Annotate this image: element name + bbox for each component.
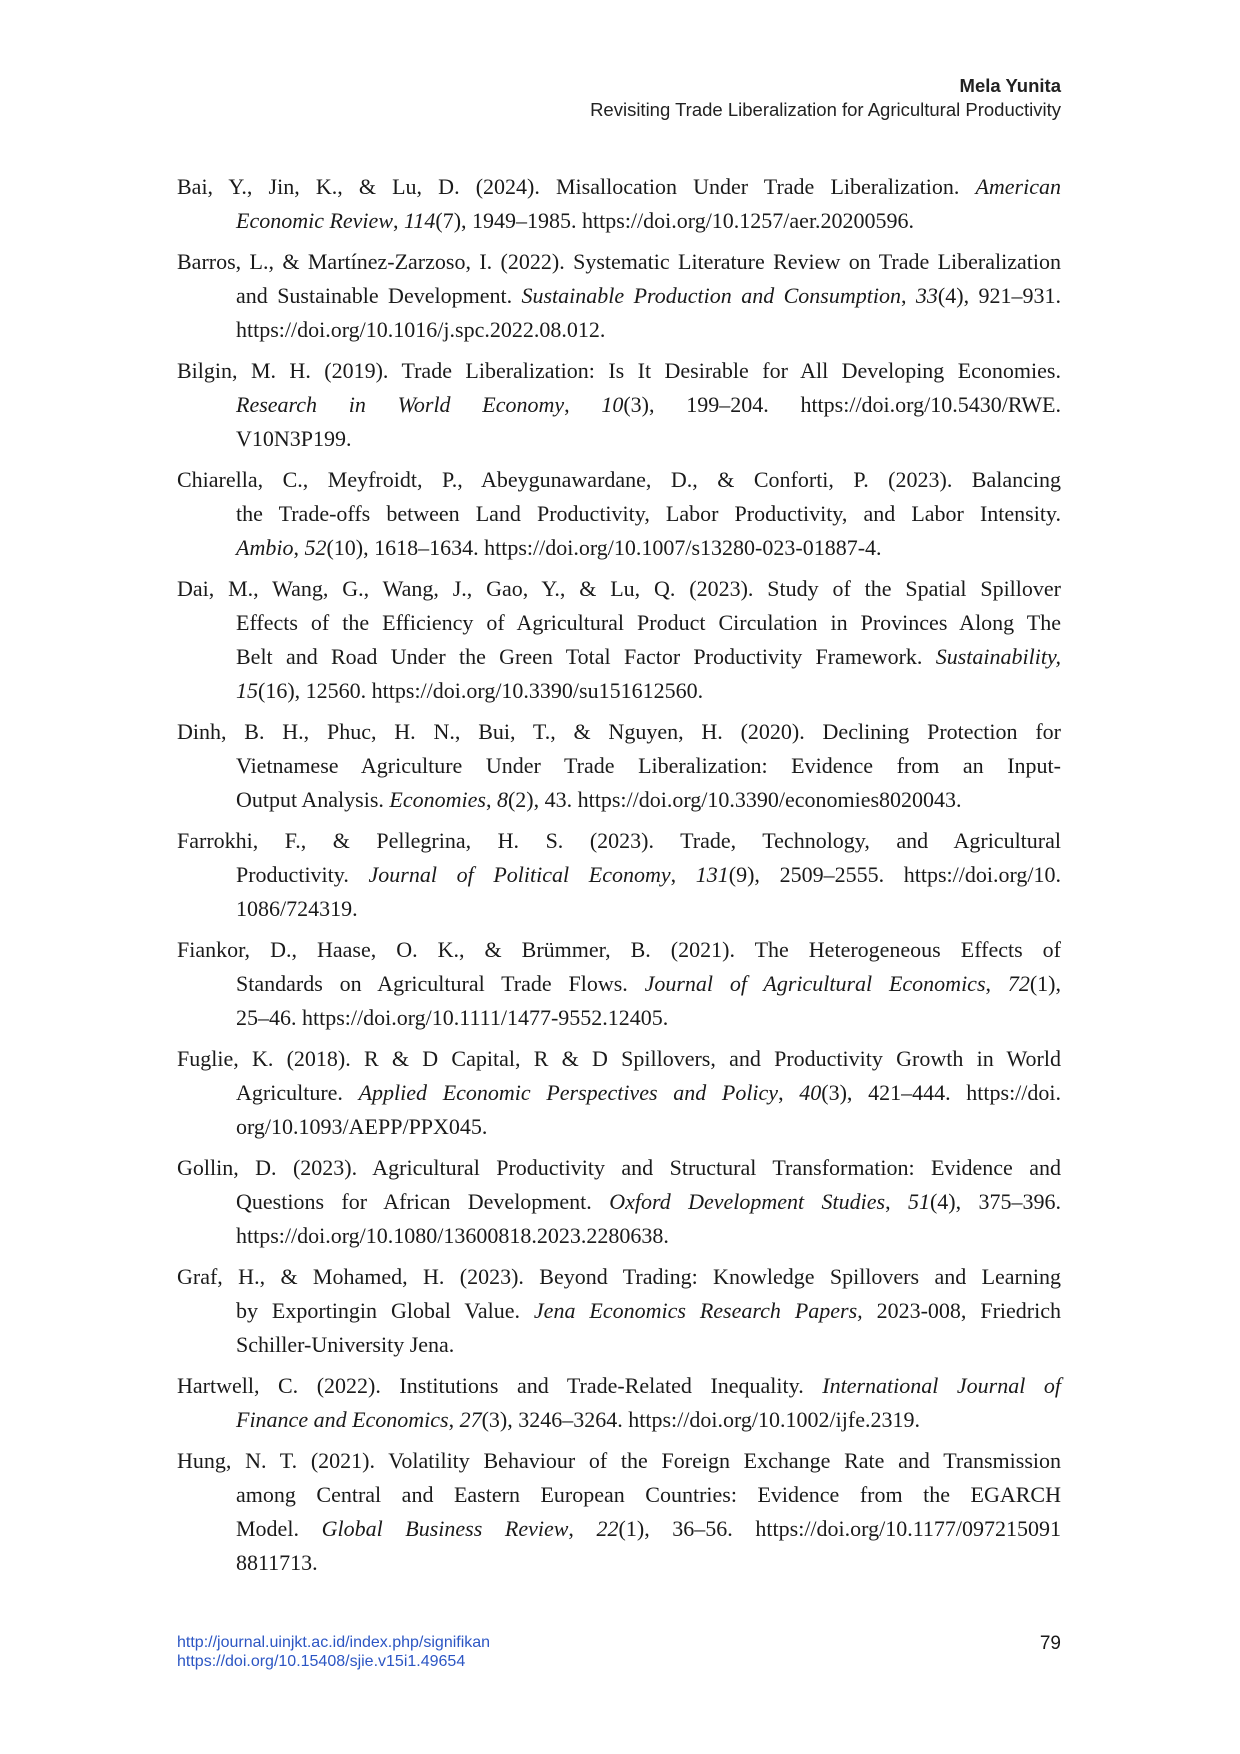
reference-text: org/10.1093/AEPP/PPX045.: [236, 1114, 488, 1139]
reference-italic-text: Journal of Agricultural Economics: [644, 971, 986, 996]
reference-text: the Trade-offs between Land Productivity, Labor Productivity, and Labor Intensity.: [236, 501, 1061, 526]
reference-line: [236, 749, 1061, 783]
reference-entry: [177, 245, 1061, 347]
reference-text: (4), 375–396.: [929, 1189, 1062, 1214]
reference-line: [236, 858, 1061, 892]
reference-text: Standards on Agricultural Trade Flows.: [236, 971, 645, 996]
reference-line: [236, 497, 1061, 531]
reference-text: ,: [293, 535, 305, 560]
reference-line: [177, 1369, 1061, 1403]
reference-italic-text: Applied Economic Perspectives and Policy: [358, 1080, 779, 1105]
header-title: Revisiting Trade Liberalization for Agricultural Productivity: [590, 98, 1061, 120]
reference-line: [236, 1512, 1061, 1546]
reference-italic-text: 131: [695, 862, 729, 887]
reference-italic-text: International Journal of: [822, 1373, 1061, 1398]
reference-text: ,: [900, 283, 916, 308]
reference-entry: [177, 463, 1061, 565]
reference-text: Fiankor, D., Haase, O. K., & Brümmer, B. (2021). The Heterogeneous Effects of: [177, 937, 1061, 962]
reference-text: Chiarella, C., Meyfroidt, P., Abeygunawardane, D., & Conforti, P. (2023). Balancing: [177, 467, 1061, 492]
reference-entry: [177, 1042, 1061, 1144]
reference-entry: [177, 824, 1061, 926]
reference-italic-text: 15: [236, 678, 258, 703]
reference-italic-text: Jena Economics Research Papers,: [533, 1298, 863, 1323]
reference-entry: [177, 1444, 1061, 1580]
reference-italic-text: Oxford Development Studies: [609, 1189, 886, 1214]
reference-text: Model.: [236, 1516, 322, 1541]
reference-entry: [177, 170, 1061, 238]
reference-line: [177, 170, 1061, 204]
reference-text: (4), 921–931.: [937, 283, 1062, 308]
reference-text: Bai, Y., Jin, K., & Lu, D. (2024). Misallocation Under Trade Liberalization.: [177, 174, 976, 199]
reference-text: Dai, M., Wang, G., Wang, J., Gao, Y., & Lu, Q. (2023). Study of the Spatial Spillover: [177, 576, 1061, 601]
reference-text: among Central and Eastern European Countries: Evidence from the EGARCH: [236, 1482, 1061, 1507]
reference-text: Dinh, B. H., Phuc, H. N., Bui, T., & Nguyen, H. (2020). Declining Protection for: [177, 719, 1061, 744]
reference-text: (1),: [1029, 971, 1061, 996]
reference-line: [236, 388, 1061, 422]
reference-entry: [177, 1260, 1061, 1362]
reference-text: ,: [448, 1407, 460, 1432]
reference-text: (3), 421–444. https://doi.: [821, 1080, 1062, 1105]
reference-text: Fuglie, K. (2018). R & D Capital, R & D Spillovers, and Productivity Growth in World: [177, 1046, 1061, 1071]
reference-italic-text: 52: [304, 535, 327, 560]
reference-text: (7), 1949–1985. https://doi.org/10.1257/aer.20200596.: [435, 208, 915, 233]
reference-text: by Exportingin Global Value.: [236, 1298, 534, 1323]
reference-line: [236, 422, 1061, 456]
reference-text: https://doi.org/10.1016/j.spc.2022.08.012.: [236, 317, 606, 342]
reference-text: Farrokhi, F., & Pellegrina, H. S. (2023). Trade, Technology, and Agricultural: [177, 828, 1061, 853]
reference-italic-text: 51: [907, 1189, 930, 1214]
reference-text: 25–46. https://doi.org/10.1111/1477-9552.12405.: [236, 1005, 669, 1030]
reference-text: (9), 2509–2555. https://doi.org/10.: [728, 862, 1062, 887]
reference-text: ,: [670, 862, 696, 887]
reference-line: [177, 1042, 1061, 1076]
reference-text: Effects of the Efficiency of Agricultural Product Circulation in Provinces Along The: [236, 610, 1061, 635]
journal-url-link[interactable]: http://journal.uinjkt.ac.id/index.php/signifikan: [177, 1634, 491, 1651]
reference-line: [236, 1001, 1061, 1035]
reference-text: and Sustainable Development.: [236, 283, 522, 308]
reference-italic-text: 22: [596, 1516, 619, 1541]
reference-entry: [177, 1151, 1061, 1253]
reference-italic-text: Research in World Economy: [236, 392, 565, 417]
reference-text: ,: [564, 392, 602, 417]
reference-text: (16), 12560. https://doi.org/10.3390/su151612560.: [258, 678, 704, 703]
reference-italic-text: 72: [1007, 971, 1030, 996]
reference-text: (2), 43. https://doi.org/10.3390/economies8020043.: [507, 787, 962, 812]
reference-line: [177, 933, 1061, 967]
reference-italic-text: American: [975, 174, 1061, 199]
reference-line: [236, 1403, 1061, 1437]
page-footer: [177, 1633, 490, 1671]
reference-text: Barros, L., & Martínez-Zarzoso, I. (2022). Systematic Literature Review on Trade Liberalization: [177, 249, 1061, 274]
reference-italic-text: Sustainability,: [935, 644, 1061, 669]
reference-line: [236, 313, 1061, 347]
reference-text: Hartwell, C. (2022). Institutions and Trade-Related Inequality.: [177, 1373, 823, 1398]
reference-text: Belt and Road Under the Green Total Factor Productivity Framework.: [236, 644, 936, 669]
reference-italic-text: Economic Review: [236, 208, 393, 233]
doi-link[interactable]: https://doi.org/10.15408/sjie.v15i1.49654: [177, 1653, 466, 1670]
reference-text: Gollin, D. (2023). Agricultural Productivity and Structural Transformation: Evidence and: [177, 1155, 1061, 1180]
reference-italic-text: Ambio: [236, 535, 294, 560]
reference-text: Bilgin, M. H. (2019). Trade Liberalization: Is It Desirable for All Developing Economies.: [177, 358, 1061, 383]
reference-entry: [177, 933, 1061, 1035]
reference-line: [236, 1328, 1061, 1362]
reference-line: [236, 674, 1061, 708]
reference-line: [177, 1151, 1061, 1185]
reference-italic-text: 40: [799, 1080, 822, 1105]
reference-line: [236, 1219, 1061, 1253]
reference-text: https://doi.org/10.1080/13600818.2023.2280638.: [236, 1223, 669, 1248]
reference-line: [236, 1478, 1061, 1512]
reference-text: ,: [485, 787, 497, 812]
reference-text: 2023-008, Friedrich: [862, 1298, 1061, 1323]
reference-text: Agriculture.: [236, 1080, 359, 1105]
header-author: Mela Yunita: [959, 75, 1061, 96]
reference-line: [236, 531, 1061, 565]
reference-text: ,: [885, 1189, 908, 1214]
reference-italic-text: 33: [915, 283, 938, 308]
reference-italic-text: Sustainable Production and Consumption: [521, 283, 901, 308]
reference-line: [177, 824, 1061, 858]
reference-italic-text: Journal of Political Economy: [368, 862, 671, 887]
page-number: 79: [1039, 1633, 1061, 1654]
reference-line: [236, 1185, 1061, 1219]
reference-text: Productivity.: [236, 862, 369, 887]
reference-line: [236, 204, 1061, 238]
reference-list: [177, 170, 1061, 1580]
reference-text: ,: [985, 971, 1008, 996]
reference-italic-text: 27: [459, 1407, 482, 1432]
reference-line: [177, 1260, 1061, 1294]
reference-line: [236, 1294, 1061, 1328]
reference-entry: [177, 1369, 1061, 1437]
reference-line: [177, 1444, 1061, 1478]
reference-text: V10N3P199.: [236, 426, 352, 451]
reference-line: [177, 245, 1061, 279]
reference-text: Output Analysis.: [236, 787, 390, 812]
reference-text: Questions for African Development.: [236, 1189, 610, 1214]
reference-line: [236, 279, 1061, 313]
reference-line: [236, 783, 1061, 817]
reference-italic-text: Global Business Review: [321, 1516, 569, 1541]
reference-italic-text: 10: [601, 392, 624, 417]
reference-line: [177, 572, 1061, 606]
reference-text: Vietnamese Agriculture Under Trade Liberalization: Evidence from an Input-: [236, 753, 1061, 778]
reference-line: [177, 354, 1061, 388]
reference-text: 1086/724319.: [236, 896, 358, 921]
reference-line: [236, 1546, 1061, 1580]
reference-line: [236, 1076, 1061, 1110]
reference-text: (3), 3246–3264. https://doi.org/10.1002/ijfe.2319.: [481, 1407, 920, 1432]
reference-text: 8811713.: [236, 1550, 318, 1575]
reference-line: [236, 640, 1061, 674]
reference-italic-text: 114: [404, 208, 436, 233]
reference-text: ,: [393, 208, 404, 233]
reference-text: ,: [568, 1516, 597, 1541]
reference-text: Schiller-University Jena.: [236, 1332, 455, 1357]
reference-line: [177, 463, 1061, 497]
reference-text: Graf, H., & Mohamed, H. (2023). Beyond Trading: Knowledge Spillovers and Learning: [177, 1264, 1061, 1289]
reference-entry: [177, 354, 1061, 456]
reference-text: ,: [778, 1080, 800, 1105]
reference-text: Hung, N. T. (2021). Volatility Behaviour of the Foreign Exchange Rate and Transmission: [177, 1448, 1061, 1473]
reference-line: [177, 715, 1061, 749]
reference-line: [236, 967, 1061, 1001]
reference-italic-text: 8: [496, 787, 508, 812]
reference-italic-text: Finance and Economics: [236, 1407, 449, 1432]
reference-text: (1), 36–56. https://doi.org/10.1177/097215091: [618, 1516, 1061, 1541]
reference-line: [236, 892, 1061, 926]
reference-entry: [177, 572, 1061, 708]
running-header: [590, 74, 1061, 121]
reference-text: (10), 1618–1634. https://doi.org/10.1007/s13280-023-01887-4.: [326, 535, 882, 560]
reference-line: [236, 606, 1061, 640]
reference-line: [236, 1110, 1061, 1144]
reference-text: (3), 199–204. https://doi.org/10.5430/RWE.: [623, 392, 1061, 417]
reference-italic-text: Economies: [389, 787, 486, 812]
reference-entry: [177, 715, 1061, 817]
